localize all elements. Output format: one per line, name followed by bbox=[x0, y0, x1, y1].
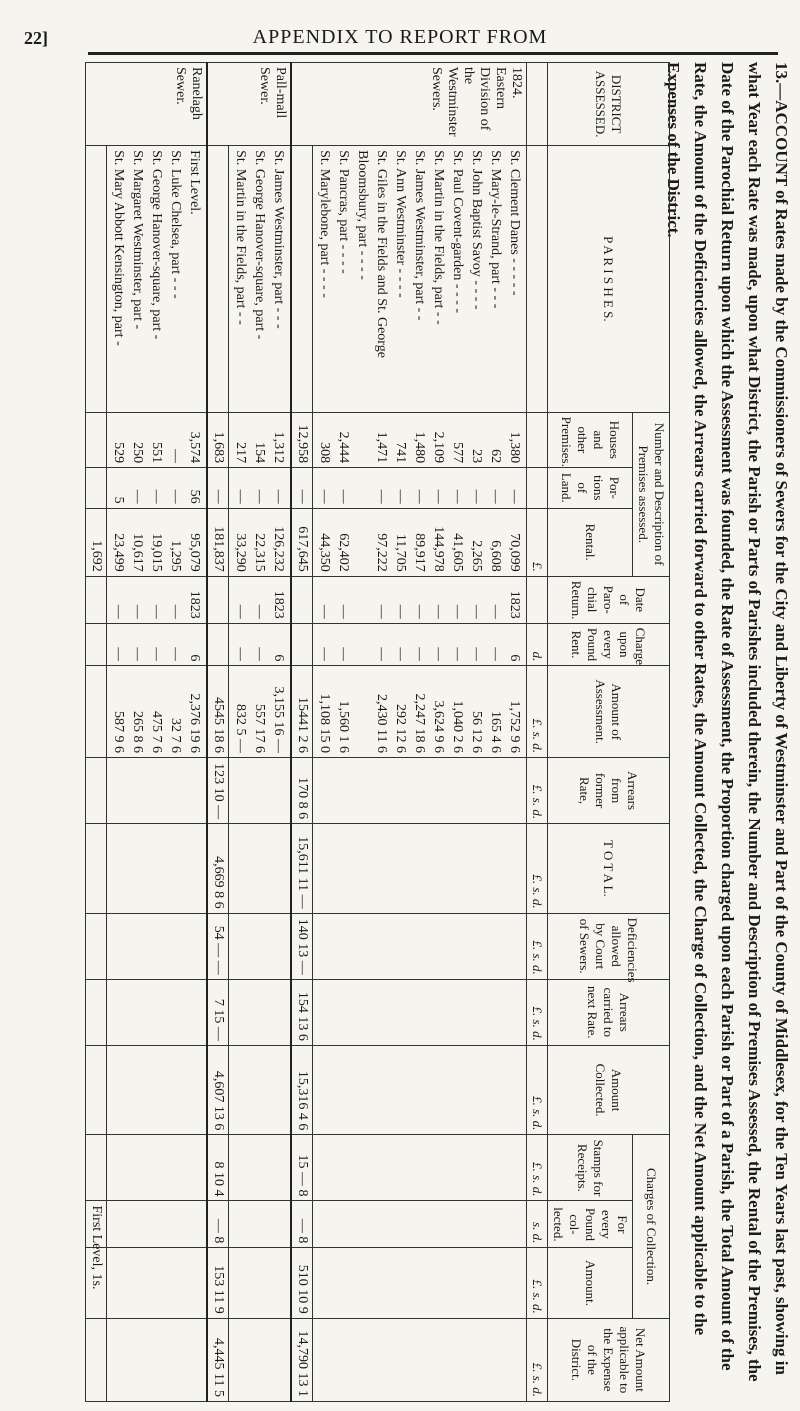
assessment-cell: 557 17 6 bbox=[252, 704, 267, 754]
blank-cell bbox=[86, 576, 107, 623]
assessment-cell: 1,040 2 6 bbox=[450, 700, 465, 754]
total-net: 4,445 11 5 bbox=[207, 1318, 229, 1401]
col-total: T O T A L. bbox=[548, 824, 670, 914]
total-rental: 181,837 bbox=[207, 508, 229, 576]
portions-cell: — bbox=[252, 489, 267, 504]
district-name: Ranelagh Sewer. bbox=[86, 63, 208, 146]
blank-cell bbox=[207, 576, 229, 623]
total-net bbox=[86, 1318, 107, 1401]
unit-lsd: £. s. d. bbox=[527, 979, 548, 1045]
rental-cell: 62,402 bbox=[336, 533, 351, 572]
date-return-cell: — bbox=[431, 604, 446, 619]
total-arrears-former bbox=[86, 758, 107, 824]
portions-cell: — bbox=[149, 489, 164, 504]
charge-cell: — bbox=[393, 647, 408, 662]
portions-cell: — bbox=[168, 489, 183, 504]
total-deficiencies: 140 13 — bbox=[291, 913, 313, 979]
assessment-cell: 1,108 15 0 bbox=[317, 693, 332, 754]
unit-pounds: £. bbox=[527, 508, 548, 576]
parish-item: St. George Hanover-square, part - bbox=[149, 150, 164, 340]
charge-cell: 6 bbox=[507, 654, 522, 662]
houses-cell: 529 bbox=[111, 442, 126, 464]
portions-cell: — bbox=[317, 489, 332, 504]
rental-cell: 70,099 bbox=[507, 533, 522, 572]
table-body bbox=[86, 63, 527, 1402]
blank-cell bbox=[229, 913, 292, 979]
parish-item: St. James Westminster, part - - - bbox=[271, 150, 286, 329]
charge-cell: — bbox=[233, 647, 248, 662]
rental-cell bbox=[353, 513, 372, 572]
rates-table bbox=[85, 62, 670, 1402]
col-net-amount: Net Amount applicable to the Expense of the District. bbox=[548, 1318, 670, 1401]
charge-cell: — bbox=[374, 647, 389, 662]
col-coll-amount: Amount. bbox=[548, 1248, 633, 1318]
assessment-cell: 3,624 9 6 bbox=[431, 700, 446, 754]
col-amount-collected: Amount Collected. bbox=[548, 1045, 670, 1135]
rental-cell: 97,222 bbox=[374, 533, 389, 572]
rental-cell: 33,290 bbox=[233, 533, 248, 572]
unit-lsd: £. s. d. bbox=[527, 824, 548, 914]
assessment-cell: 1,752 9 6 bbox=[507, 700, 522, 754]
district-totals-row bbox=[86, 63, 107, 1402]
date-return-values bbox=[107, 576, 208, 623]
parish-item: St. Marylebone, part - - - - bbox=[317, 150, 332, 298]
total-arrears-next: 154 13 6 bbox=[291, 979, 313, 1045]
total-arrears-next: 7 15 — bbox=[207, 979, 229, 1045]
total-collected bbox=[86, 1045, 107, 1135]
charge-cell: — bbox=[431, 647, 446, 662]
date-return-cell: — bbox=[336, 604, 351, 619]
date-return-cell: — bbox=[233, 604, 248, 619]
portions-cell: 5 bbox=[111, 496, 126, 504]
charge-cell: — bbox=[450, 647, 465, 662]
parish-item: St. Pancras, part - - - - bbox=[336, 150, 351, 274]
blank-cell bbox=[107, 1045, 208, 1135]
date-return-cell: — bbox=[488, 604, 503, 619]
charge-cell: 6 bbox=[271, 654, 286, 662]
total-total: 15,611 11 — bbox=[291, 824, 313, 914]
blank-cell bbox=[229, 1248, 292, 1318]
total-arrears-former: 170 8 6 bbox=[291, 758, 313, 824]
rental-cell: 41,605 bbox=[450, 533, 465, 572]
date-return-cell: — bbox=[450, 604, 465, 619]
units-row bbox=[527, 63, 548, 1402]
unit-lsd: £. s. d. bbox=[527, 913, 548, 979]
blank-cell bbox=[313, 824, 527, 914]
blank-cell bbox=[86, 146, 107, 413]
rental-values bbox=[107, 508, 208, 576]
assessment-cell: 832 5 — bbox=[233, 704, 248, 754]
parish-item: St. Clement Danes - - - - - bbox=[507, 150, 522, 296]
blank-cell bbox=[313, 1318, 527, 1401]
houses-cell: 1,380 bbox=[507, 431, 522, 464]
total-total bbox=[86, 824, 107, 914]
portions-cell: — bbox=[412, 489, 427, 504]
assessment-values bbox=[313, 666, 527, 758]
charge-cell: — bbox=[336, 647, 351, 662]
assessment-cell: 165 4 6 bbox=[488, 711, 503, 754]
blank-cell bbox=[107, 979, 208, 1045]
charge-cell: 6 bbox=[187, 654, 202, 662]
unit-lsd: £. s. d. bbox=[527, 1045, 548, 1135]
total-rental: 1,692 bbox=[86, 508, 107, 576]
unit-lsd: £. s. d. bbox=[527, 666, 548, 758]
portions-cell: — bbox=[233, 489, 248, 504]
blank-cell bbox=[291, 146, 313, 413]
portions-cell: — bbox=[469, 489, 484, 504]
assessment-cell: 56 12 6 bbox=[469, 711, 484, 754]
parish-item: St. Mary-le-Strand, part - - - bbox=[488, 150, 503, 309]
blank-cell bbox=[313, 1045, 527, 1135]
charge-cell: — bbox=[252, 647, 267, 662]
rental-cell: 126,232 bbox=[271, 526, 286, 572]
houses-cell: 1,312 bbox=[271, 431, 286, 464]
blank-cell bbox=[229, 979, 292, 1045]
blank-cell bbox=[313, 1248, 527, 1318]
blank-cell bbox=[107, 1201, 208, 1248]
rental-cell: 10,617 bbox=[130, 533, 145, 572]
page-number: 22] bbox=[24, 28, 48, 48]
total-arrears-next bbox=[86, 979, 107, 1045]
houses-cell: 551 bbox=[149, 442, 164, 464]
portions-cell: — bbox=[271, 489, 286, 504]
charge-cell: — bbox=[317, 647, 332, 662]
date-return-cell: — bbox=[374, 604, 389, 619]
houses-cell: 154 bbox=[252, 442, 267, 464]
portions-cell bbox=[353, 472, 372, 504]
total-assessment bbox=[86, 666, 107, 758]
portions-values bbox=[229, 468, 292, 509]
blank-cell bbox=[107, 758, 208, 824]
blank-cell bbox=[229, 1135, 292, 1201]
date-return-cell: 1823 bbox=[187, 590, 202, 619]
blank-cell bbox=[107, 913, 208, 979]
assessment-values bbox=[229, 666, 292, 758]
district-name: 1824. Eastern Division of the Westminster Sewers. bbox=[291, 63, 527, 146]
date-return-cell: — bbox=[111, 604, 126, 619]
blank-cell bbox=[229, 758, 292, 824]
assessment-cell bbox=[353, 670, 372, 753]
rental-cell: 6,608 bbox=[488, 540, 503, 572]
houses-cell: 62 bbox=[488, 449, 503, 464]
houses-cell: 217 bbox=[233, 442, 248, 464]
total-for-every: First Level, 1s. bbox=[86, 1201, 107, 1248]
assessment-cell: 3,155 16 — bbox=[271, 686, 286, 754]
district-group bbox=[107, 63, 208, 1402]
date-return-values bbox=[229, 576, 292, 623]
district-totals-row bbox=[207, 63, 229, 1402]
col-parishes: P A R I S H E S. bbox=[548, 146, 670, 413]
assessment-cell: 475 7 6 bbox=[149, 711, 164, 754]
blank-cell bbox=[313, 1135, 527, 1201]
date-return-cell: 1823 bbox=[271, 590, 286, 619]
charge-cell: — bbox=[130, 647, 145, 662]
blank-cell bbox=[291, 623, 313, 666]
total-assessment: 4545 18 6 bbox=[207, 666, 229, 758]
unit-lsd: £. s. d. bbox=[527, 1135, 548, 1201]
assessment-cell: 587 9 6 bbox=[111, 711, 126, 754]
total-portions: — bbox=[207, 468, 229, 509]
col-amount-assessment: Amount of Assessment. bbox=[548, 666, 670, 758]
parish-item: St. Ann Westminster - - - - bbox=[393, 150, 408, 298]
blank-cell bbox=[229, 1045, 292, 1135]
portions-cell: — bbox=[488, 489, 503, 504]
rental-cell: 11,705 bbox=[393, 533, 408, 572]
portions-cell: 56 bbox=[187, 489, 202, 504]
col-district: DISTRICT ASSESSED. bbox=[548, 63, 670, 146]
assessment-cell: 2,430 11 6 bbox=[374, 694, 389, 754]
assessment-cell: 2,376 19 6 bbox=[187, 693, 202, 754]
houses-cell: 3,574 bbox=[187, 431, 202, 464]
unit-lsd: £. s. d. bbox=[527, 1318, 548, 1401]
charge-cell: — bbox=[168, 647, 183, 662]
parish-list bbox=[313, 146, 527, 413]
total-deficiencies: 54 — — bbox=[207, 913, 229, 979]
header-row-1 bbox=[633, 63, 670, 1402]
blank-cell bbox=[229, 824, 292, 914]
assessment-cell: 32 7 6 bbox=[168, 718, 183, 754]
blank-cell bbox=[313, 913, 527, 979]
total-houses: 1,683 bbox=[207, 412, 229, 467]
col-houses: Houses and other Premises. bbox=[548, 412, 633, 467]
assessment-cell: 265 8 6 bbox=[130, 711, 145, 754]
portions-cell: — bbox=[393, 489, 408, 504]
parish-item: St. Martin in the Fields, part - - bbox=[431, 150, 446, 325]
houses-cell: 308 bbox=[317, 442, 332, 464]
portions-cell: — bbox=[336, 489, 351, 504]
date-return-cell: — bbox=[252, 604, 267, 619]
rental-cell: 19,015 bbox=[149, 533, 164, 572]
total-net: 14,790 13 1 bbox=[291, 1318, 313, 1401]
total-total: 4,669 8 6 bbox=[207, 824, 229, 914]
total-arrears-former: 123 10 — bbox=[207, 758, 229, 824]
district-group bbox=[229, 63, 292, 1402]
unit-sd: s. d. bbox=[527, 1201, 548, 1248]
parish-item: St. Margaret Westminster, part - bbox=[130, 150, 145, 330]
charge-values bbox=[313, 623, 527, 666]
parish-item: First Level. bbox=[187, 150, 202, 215]
col-stamps: Stamps for Receipts. bbox=[548, 1135, 633, 1201]
col-number-desc: Number and Description of Premises assessed. bbox=[633, 412, 670, 576]
assessment-values bbox=[107, 666, 208, 758]
houses-cell: 23 bbox=[469, 449, 484, 464]
total-for-every: — 8 bbox=[291, 1201, 313, 1248]
charge-cell: — bbox=[111, 647, 126, 662]
col-charge: Charge upon every Pound Rent. bbox=[548, 623, 670, 666]
charge-cell bbox=[353, 628, 372, 662]
blank-cell bbox=[107, 824, 208, 914]
district-name: Pall-mall Sewer. bbox=[207, 63, 291, 146]
portions-cell: — bbox=[450, 489, 465, 504]
parish-item: St. John Baptist Savoy - - - - bbox=[469, 150, 484, 310]
parish-item: St. Mary Abbott Kensington, part - bbox=[111, 150, 126, 346]
parish-item: St. Paul Covent-garden - - - - bbox=[450, 150, 465, 314]
total-portions bbox=[86, 468, 107, 509]
houses-cell: 2,444 bbox=[336, 431, 351, 464]
rental-cell: 2,265 bbox=[469, 540, 484, 572]
rental-cell: 1,295 bbox=[168, 540, 183, 572]
rental-cell: 44,350 bbox=[317, 533, 332, 572]
parish-list bbox=[107, 146, 208, 413]
houses-values bbox=[313, 412, 527, 467]
table-caption bbox=[665, 62, 795, 1402]
parish-item: St. James Westminster, part - - bbox=[412, 150, 427, 321]
col-date-return: Date of Paro-chial Return. bbox=[548, 576, 670, 623]
charge-cell: — bbox=[149, 647, 164, 662]
rental-cell: 23,499 bbox=[111, 533, 126, 572]
blank-cell bbox=[313, 758, 527, 824]
blank-cell bbox=[229, 1318, 292, 1401]
rental-cell: 144,978 bbox=[431, 526, 446, 572]
houses-cell bbox=[353, 417, 372, 463]
assessment-cell: 1,560 1 6 bbox=[336, 700, 351, 754]
total-deficiencies bbox=[86, 913, 107, 979]
blank-cell bbox=[207, 623, 229, 666]
houses-cell: 577 bbox=[450, 442, 465, 464]
blank-cell bbox=[86, 623, 107, 666]
portions-cell: — bbox=[507, 489, 522, 504]
unit-pence: d. bbox=[527, 623, 548, 666]
col-rental: Rental. bbox=[548, 508, 633, 576]
rental-cell: 95,079 bbox=[187, 533, 202, 572]
date-return-cell: — bbox=[393, 604, 408, 619]
blank-cell bbox=[107, 1248, 208, 1318]
charge-cell: — bbox=[488, 647, 503, 662]
district-group bbox=[313, 63, 527, 1402]
houses-cell: 250 bbox=[130, 442, 145, 464]
running-title: APPENDIX TO REPORT FROM bbox=[252, 26, 548, 48]
total-portions: — bbox=[291, 468, 313, 509]
blank-cell bbox=[229, 1201, 292, 1248]
parish-item: St. Martin in the Fields, part - - bbox=[233, 150, 248, 325]
assessment-cell: 292 12 6 bbox=[393, 704, 408, 754]
charge-values bbox=[107, 623, 208, 666]
col-for-every: For every Pound col-lected. bbox=[548, 1201, 633, 1248]
portions-values bbox=[107, 468, 208, 509]
col-arrears-next: Arrears carried to next Rate. bbox=[548, 979, 670, 1045]
parish-list bbox=[229, 146, 292, 413]
col-arrears-former: Arrears from former Rate, bbox=[548, 758, 670, 824]
blank-cell bbox=[313, 1201, 527, 1248]
date-return-cell: — bbox=[168, 604, 183, 619]
houses-values bbox=[107, 412, 208, 467]
date-return-cell: 1823 bbox=[507, 590, 522, 619]
total-coll-amount: 510 10 9 bbox=[291, 1248, 313, 1318]
unit-lsd: £. s. d. bbox=[527, 1248, 548, 1318]
col-charges-collection: Charges of Collection. bbox=[633, 1135, 670, 1318]
portions-cell: — bbox=[130, 489, 145, 504]
blank-cell bbox=[107, 1135, 208, 1201]
rotated-table-block bbox=[10, 62, 795, 1402]
date-return-cell: — bbox=[149, 604, 164, 619]
houses-cell: 741 bbox=[393, 442, 408, 464]
charge-cell: — bbox=[469, 647, 484, 662]
houses-cell: 2,109 bbox=[431, 431, 446, 464]
houses-values bbox=[229, 412, 292, 467]
parish-item: St. Luke Chelsea, part - - - bbox=[168, 150, 183, 299]
date-return-cell: — bbox=[317, 604, 332, 619]
parish-item: St. Giles in the Fields and St. George bbox=[374, 150, 389, 358]
total-for-every: — 8 bbox=[207, 1201, 229, 1248]
portions-cell: — bbox=[374, 489, 389, 504]
total-rental: 617,645 bbox=[291, 508, 313, 576]
date-return-cell bbox=[353, 581, 372, 619]
houses-cell: — bbox=[168, 449, 183, 464]
total-houses: 12,958 bbox=[291, 412, 313, 467]
date-return-cell: — bbox=[130, 604, 145, 619]
blank-cell bbox=[107, 1318, 208, 1401]
total-stamps: 8 10 4 bbox=[207, 1135, 229, 1201]
header-rule bbox=[88, 52, 778, 55]
page-header bbox=[0, 14, 800, 54]
unit-lsd: £. s. d. bbox=[527, 758, 548, 824]
col-deficiencies: Deficiencies allowed by Court of Sewers. bbox=[548, 913, 670, 979]
date-return-cell: — bbox=[469, 604, 484, 619]
houses-cell: 1,471 bbox=[374, 431, 389, 464]
portions-values bbox=[313, 468, 527, 509]
rental-cell: 22,315 bbox=[252, 533, 267, 572]
rental-values bbox=[229, 508, 292, 576]
date-return-cell: — bbox=[412, 604, 427, 619]
caption-text: 13.—ACCOUNT of Rates made by the Commissioners of Sewers for the City and Liberty of Westminster and Part of the County of Middlesex, for the Ten Years last past, showing in what Year each Rate was made, upon what District, the Parish or Parts of Parishes included therein, the Number and Description of Premises Assessed, the Rental of the Premises, the Date of the Parochial Return upon which the Assessment was founded, the Rate of Assessment, the Proportion charged upon each Parish or Part of a Parish, the Total Amount of the Rate, the Amount of the Deficiencies allowed, the Arrears carried forward to other Rates, the Amount Collected, the Charge of Collection, and the Net Amount applicable to the Expenses of the District. bbox=[664, 62, 791, 1382]
parish-item: Bloomsbury, part - - - - bbox=[355, 150, 370, 280]
charge-values bbox=[229, 623, 292, 666]
parish-item: St. George Hanover-square, part - bbox=[252, 150, 267, 340]
col-portions: Por-tions of Land. bbox=[548, 468, 633, 509]
blank-cell bbox=[313, 979, 527, 1045]
rental-values bbox=[313, 508, 527, 576]
total-coll-amount: 153 11 9 bbox=[207, 1248, 229, 1318]
houses-cell: 1,480 bbox=[412, 431, 427, 464]
total-stamps bbox=[86, 1135, 107, 1201]
district-totals-row bbox=[291, 63, 313, 1402]
rental-cell: 89,917 bbox=[412, 533, 427, 572]
assessment-cell: 2,247 18 6 bbox=[412, 693, 427, 754]
total-assessment: 15441 2 6 bbox=[291, 666, 313, 758]
total-stamps: 15 — 8 bbox=[291, 1135, 313, 1201]
blank-cell bbox=[291, 576, 313, 623]
portions-cell: — bbox=[431, 489, 446, 504]
total-collected: 15,316 4 6 bbox=[291, 1045, 313, 1135]
total-collected: 4,607 13 6 bbox=[207, 1045, 229, 1135]
blank-cell bbox=[207, 146, 229, 413]
charge-cell: — bbox=[412, 647, 427, 662]
date-return-values bbox=[313, 576, 527, 623]
total-houses bbox=[86, 412, 107, 467]
